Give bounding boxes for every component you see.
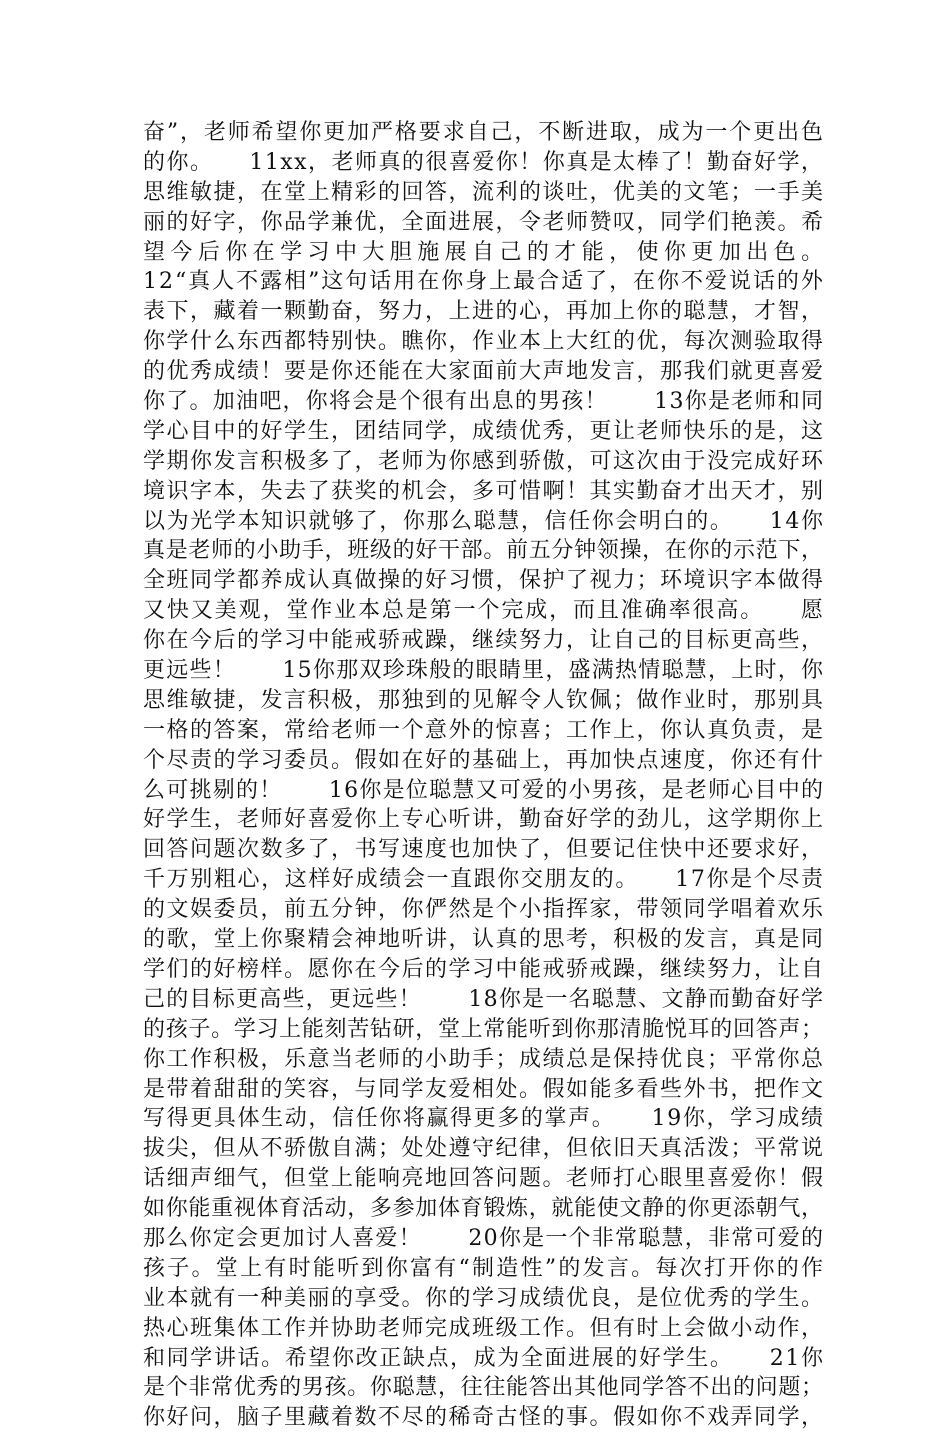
text-line: 更远些！ 15你那双珍珠般的眼睛里，盛满热情聪慧，上时，你: [143, 658, 825, 684]
body-text: [143, 118, 829, 1433]
text-line: 的歌，堂上你聚精会神地听讲，认真的思考，积极的发言，真是同: [143, 927, 825, 953]
text-line: 己的目标更高些，更远些！ 18你是一名聪慧、文静而勤奋好学: [143, 986, 825, 1012]
text-line: 丽的好字，你品学兼优，全面进展，令老师赞叹，同学们艳羡。希: [143, 209, 825, 235]
text-line: 又快又美观，堂作业本总是第一个完成，而且准确率很高。 愿: [143, 598, 825, 624]
text-line: 么可挑剔的！ 16你是位聪慧又可爱的小男孩，是老师心目中的: [143, 777, 825, 803]
text-line: 拔尖，但从不骄傲自满；处处遵守纪律，但依旧天真活泼；平常说: [143, 1136, 825, 1162]
text-line: 那么你定会更加讨人喜爱！ 20你是一个非常聪慧，非常可爱的: [143, 1225, 825, 1251]
text-line: 以为光学本知识就够了，你那么聪慧，信任你会明白的。 14你: [143, 508, 825, 534]
text-line: 是个非常优秀的男孩。你聪慧，往往能答出其他同学答不出的问题；: [143, 1375, 824, 1401]
text-line: 业本就有一种美丽的享受。你的学习成绩优良，是位优秀的学生。: [143, 1285, 825, 1311]
text-line: 孩子。堂上有时能听到你富有“制造性”的发言。每次打开你的作: [143, 1255, 826, 1281]
text-line: 你在今后的学习中能戒骄戒躁，继续努力，让自己的目标更高些，: [143, 628, 825, 654]
text-line: 个尽责的学习委员。假如在好的基础上，再加快点速度，你还有什: [143, 747, 825, 773]
text-line: 望今后你在学习中大胆施展自己的才能，使你更加出色。: [143, 239, 829, 265]
text-line: 学心目中的好学生，团结同学，成绩优秀，更让老师快乐的是，这: [143, 418, 825, 444]
text-line: 写得更具体生动，信任你将赢得更多的掌声。 19你，学习成绩: [143, 1106, 825, 1132]
text-line: 话细声细气，但堂上能响亮地回答问题。老师打心眼里喜爱你！假: [143, 1166, 825, 1192]
text-line: 的文娱委员，前五分钟，你俨然是个小指挥家，带领同学唱着欢乐: [143, 897, 825, 923]
text-line: 真是老师的小助手，班级的好干部。前五分钟领操，在你的示范下，: [143, 538, 824, 564]
text-line: 境识字本，失去了获奖的机会，多可惜啊！其实勤奋才出天才，别: [143, 478, 825, 504]
text-line: 的优秀成绩！要是你还能在大家面前大声地发言，那我们就更喜爱: [143, 359, 825, 385]
text-line: 回答问题次数多了，书写速度也加快了，但要记住快中还要求好，: [143, 837, 825, 863]
text-line: 你了。加油吧，你将会是个很有出息的男孩！ 13你是老师和同: [143, 389, 825, 415]
text-line: 千万别粗心，这样好成绩会一直跟你交朋友的。 17你是个尽责: [143, 867, 825, 893]
text-line: 12“真人不露相”这句话用在你身上最合适了，在你不爱说话的外: [143, 269, 825, 295]
text-line: 如你能重视体育活动，多参加体育锻炼，就能使文静的你更添朝气，: [143, 1196, 824, 1222]
text-line: 是带着甜甜的笑容，与同学友爱相处。假如能多看些外书，把作文: [143, 1076, 825, 1102]
text-line: 奋”，老师希望你更加严格要求自己，不断进取，成为一个更出色: [143, 120, 825, 145]
text-line: 和同学讲话。希望你改正缺点，成为全面进展的好学生。 21你: [143, 1345, 825, 1371]
text-line: 的你。 11xx，老师真的很喜爱你！你真是太棒了！勤奋好学，: [143, 149, 825, 175]
text-line: 学期你发言积极多了，老师为你感到骄傲，可这次由于没完成好环: [143, 448, 825, 474]
text-line: 的孩子。学习上能刻苦钻研，堂上常能听到你那清脆悦耳的回答声；: [143, 1016, 824, 1042]
text-line: 全班同学都养成认真做操的好习惯，保护了视力；环境识字本做得: [143, 568, 825, 594]
text-line: 你学什么东西都特别快。瞧你，作业本上大红的优，每次测验取得: [143, 329, 825, 355]
text-line: 一格的答案，常给老师一个意外的惊喜；工作上，你认真负责，是: [143, 717, 825, 743]
text-line: 学们的好榜样。愿你在今后的学习中能戒骄戒躁，继续努力，让自: [143, 956, 825, 982]
text-line: 好学生，老师好喜爱你上专心听讲，勤奋好学的劲儿，这学期你上: [143, 807, 825, 833]
text-line: 你好问，脑子里藏着数不尽的稀奇古怪的事。假如你不戏弄同学，: [143, 1405, 825, 1431]
text-line: 热心班集体工作并协助老师完成班级工作。但有时上会做小动作，: [143, 1315, 825, 1341]
text-line: 你工作积极，乐意当老师的小助手；成绩总是保持优良；平常你总: [143, 1046, 825, 1072]
text-line: 思维敏捷，发言积极，那独到的见解令人钦佩；做作业时，那别具: [143, 687, 825, 713]
text-line: 思维敏捷，在堂上精彩的回答，流利的谈吐，优美的文笔；一手美: [143, 179, 825, 205]
text-line: 表下，藏着一颗勤奋，努力，上进的心，再加上你的聪慧，才智，: [143, 299, 825, 325]
